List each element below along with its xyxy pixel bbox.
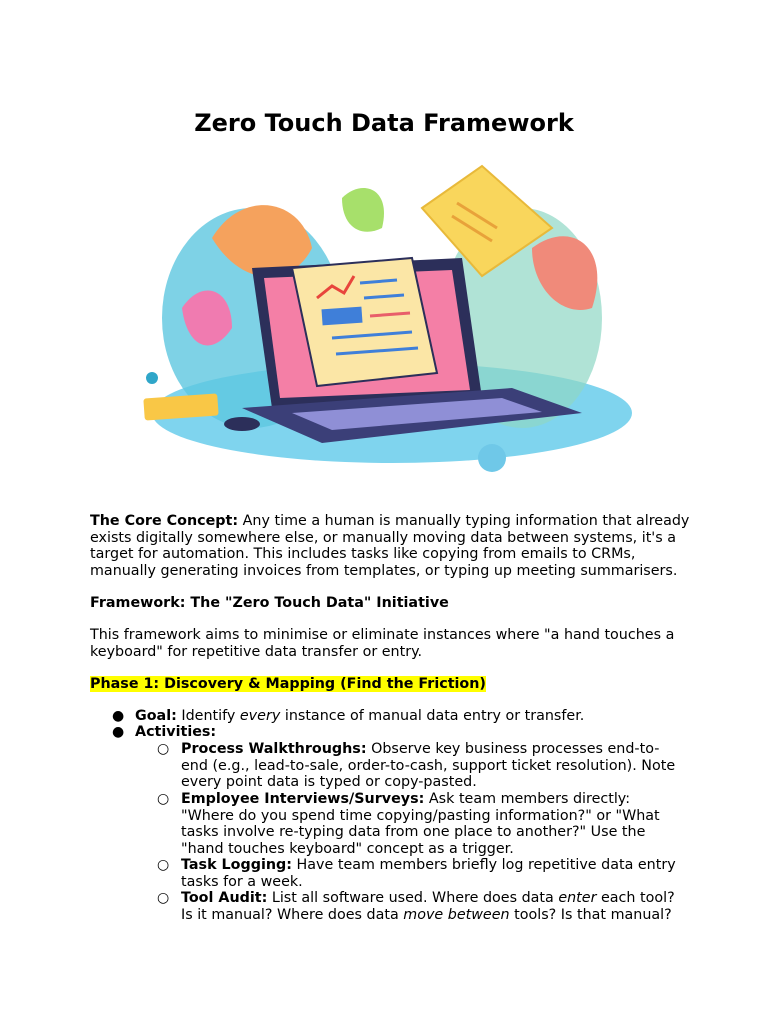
core-concept-paragraph <box>90 513 690 580</box>
goal-label: Goal: <box>135 708 177 724</box>
activity-item <box>181 791 681 858</box>
framework-intro: This framework aims to minimise or eliminate instances where "a hand touches a keyboard" for repetitive data transfer or entry. <box>90 627 675 660</box>
bullet-dot-icon: ● <box>112 724 125 740</box>
activity-item <box>181 741 681 791</box>
document-title: Zero Touch Data Framework <box>194 109 574 137</box>
laptop-illustration <box>92 158 676 498</box>
phase1-heading-text: Phase 1: Discovery & Mapping (Find the Friction) <box>90 676 486 692</box>
bullet-dot-icon: ● <box>112 708 125 724</box>
activity-text: each tool? Is it manual? Where does data <box>181 890 675 923</box>
phase1-heading <box>90 676 690 693</box>
bullet-circle-icon: ○ <box>157 857 170 873</box>
goal-text-emphasis: every <box>239 708 281 724</box>
activity-label: Process Walkthroughs: <box>181 741 367 757</box>
bullet-circle-icon: ○ <box>157 791 170 807</box>
framework-heading: Framework: The "Zero Touch Data" Initiative <box>90 595 449 611</box>
activity-text: Have team members briefly log repetitive data entry tasks for a week. <box>181 857 676 890</box>
activity-item <box>181 857 681 890</box>
bullet-circle-icon: ○ <box>157 741 170 757</box>
activity-text: List all software used. Where does data <box>267 890 559 906</box>
activity-text: tools? Is that manual? <box>509 906 672 923</box>
activities-label: Activities: <box>135 724 217 740</box>
activity-label: Tool Audit: <box>181 890 268 906</box>
core-concept-text: Any time a human is manually typing information that already exists digitally somewhere else, or manually moving data between systems, it's a target for automation. This includes tasks like copying from emails to CRMs, manually generating invoices from templates, or typing up meeting summarisers. <box>90 513 690 580</box>
goal-text-pre: Identify <box>176 708 240 724</box>
activity-label: Employee Interviews/Surveys: <box>181 791 425 807</box>
bullet-circle-icon: ○ <box>157 890 170 906</box>
activity-text-emphasis: move between <box>403 906 510 923</box>
activity-text: Observe key business processes end-to-end (e.g., lead-to-sale, order-to-cash, support ticket resolution). Note every point data is typed or copy-pasted. <box>181 741 676 791</box>
activity-text-emphasis: enter <box>558 890 597 906</box>
core-concept-label: The Core Concept: <box>90 513 239 529</box>
activity-text: Ask team members directly: "Where do you spend time copying/pasting information?" or "What tasks involve re-typing data from one place to another?" Use the "hand touches keyboard" concept as a trigger. <box>181 791 660 858</box>
activity-item-tool-audit <box>181 890 681 923</box>
goal-text-post: instance of manual data entry or transfer. <box>280 708 585 724</box>
activity-label: Task Logging: <box>181 857 292 873</box>
goal-item <box>135 708 695 725</box>
